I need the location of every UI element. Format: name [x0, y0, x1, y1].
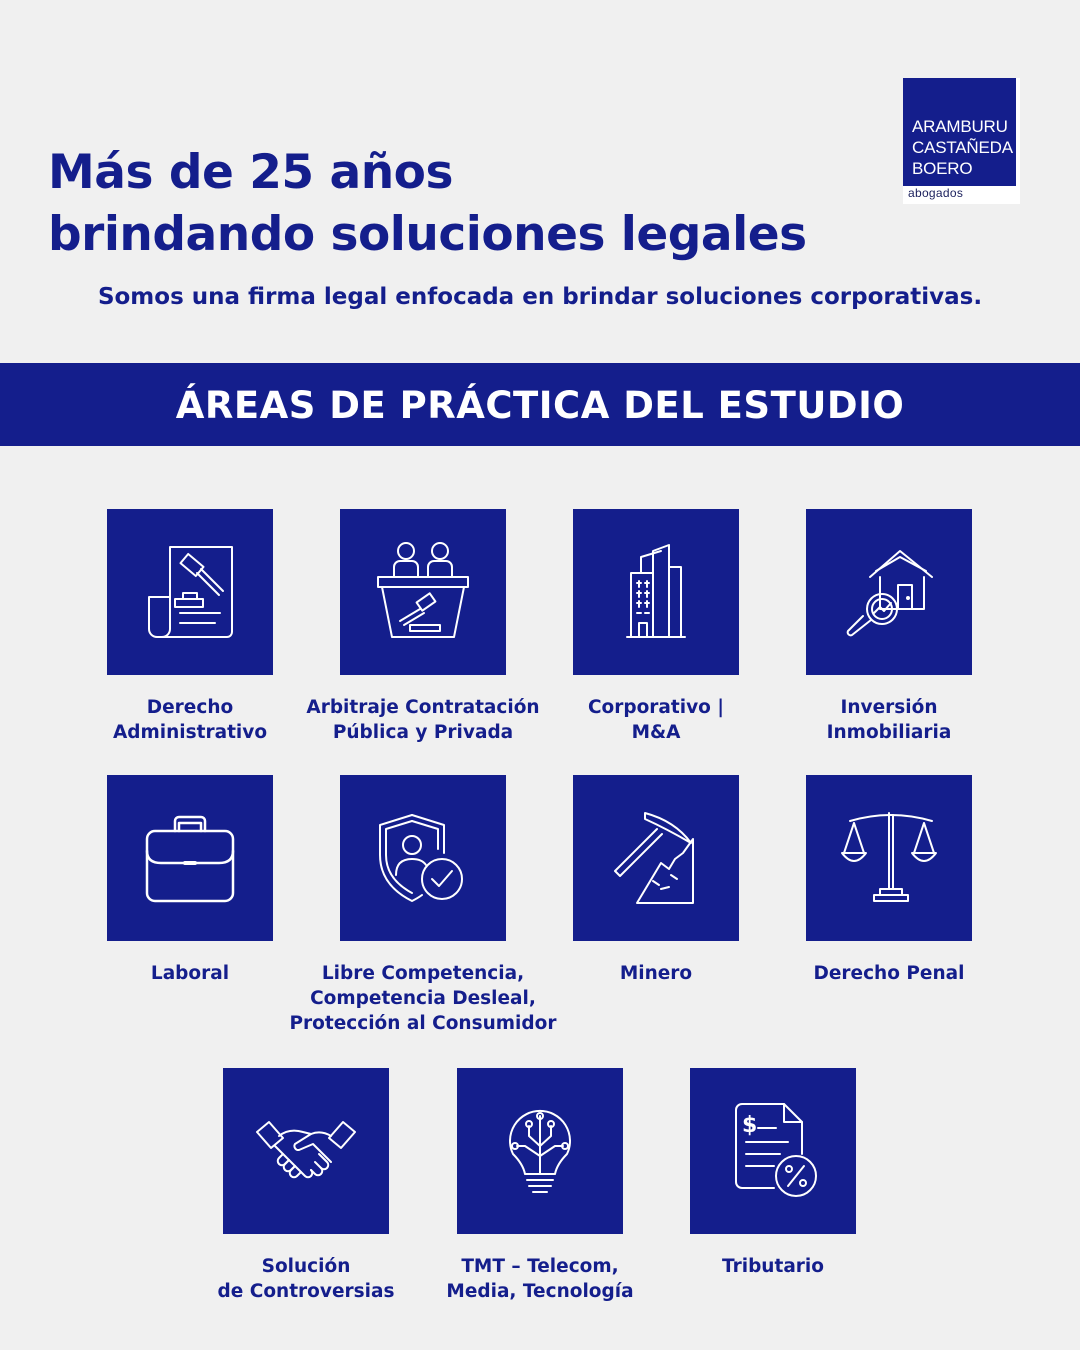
- practice-card-inversion-inmobiliaria: [771, 509, 1007, 745]
- practice-card-derecho-penal: [771, 775, 1007, 986]
- practice-tile: [107, 775, 273, 941]
- practice-tile: [573, 509, 739, 675]
- pickaxe-icon: [601, 803, 711, 913]
- briefcase-icon: [135, 803, 245, 913]
- logo-wordmark: [903, 78, 1016, 186]
- practice-tile: [107, 509, 273, 675]
- practice-card-corporativo: [538, 509, 774, 745]
- practice-label: Derecho Penal: [813, 963, 965, 984]
- tax-document-icon: [718, 1096, 828, 1206]
- scales-icon: [834, 803, 944, 913]
- lightbulb-circuit-icon: [485, 1096, 595, 1206]
- page-subtitle: Somos una firma legal enfocada en brindar soluciones corporativas.: [97, 284, 983, 310]
- practice-card-tmt: [422, 1068, 658, 1304]
- practice-tile: [340, 509, 506, 675]
- practice-card-laboral: [72, 775, 308, 986]
- practice-card-solucion-controversias: [188, 1068, 424, 1304]
- practice-label: Libre Competencia, Competencia Desleal, Protección al Consumidor: [289, 963, 557, 1034]
- logo-subtitle: abogados: [908, 186, 964, 200]
- page-title: [48, 142, 807, 266]
- practice-label: Tributario: [722, 1256, 824, 1277]
- practice-tile: [457, 1068, 623, 1234]
- handshake-icon: [251, 1096, 361, 1206]
- tribunal-icon: [368, 537, 478, 647]
- logo-line: BOERO: [912, 159, 973, 178]
- buildings-icon: [601, 537, 711, 647]
- practice-label: Laboral: [150, 963, 230, 984]
- practice-label: Corporativo | M&A: [587, 697, 725, 743]
- practice-tile: [340, 775, 506, 941]
- practice-label: Solución de Controversias: [217, 1256, 395, 1302]
- svg-text:$: $: [742, 1113, 758, 1138]
- gavel-document-icon: [135, 537, 245, 647]
- firm-logo: [903, 78, 1020, 204]
- section-title: ÁREAS DE PRÁCTICA DEL ESTUDIO: [175, 384, 905, 427]
- practice-label: TMT – Telecom, Media, Tecnología: [446, 1256, 634, 1302]
- shield-user-check-icon: [368, 803, 478, 913]
- practice-label: Inversión Inmobiliaria: [826, 697, 952, 743]
- practice-card-derecho-administrativo: [72, 509, 308, 745]
- title-line-1: Más de 25 años: [48, 145, 453, 200]
- practice-card-arbitraje: [305, 509, 541, 745]
- practice-tile: [806, 509, 972, 675]
- practice-card-tributario: [655, 1068, 891, 1279]
- practice-card-minero: [538, 775, 774, 986]
- practice-tile: [806, 775, 972, 941]
- practice-tile: [690, 1068, 856, 1234]
- house-search-icon: [834, 537, 944, 647]
- practice-tile: [223, 1068, 389, 1234]
- practice-label: Derecho Administrativo: [112, 697, 268, 743]
- logo-line: ARAMBURU: [912, 117, 1008, 136]
- title-line-2: brindando soluciones legales: [48, 207, 807, 262]
- logo-line: CASTAÑEDA: [912, 138, 1013, 157]
- practice-tile: [573, 775, 739, 941]
- practice-label: Minero: [619, 963, 693, 984]
- practice-card-libre-competencia: [278, 775, 568, 1036]
- practice-label: Arbitraje Contratación Pública y Privada: [306, 697, 540, 743]
- section-banner: [0, 363, 1080, 446]
